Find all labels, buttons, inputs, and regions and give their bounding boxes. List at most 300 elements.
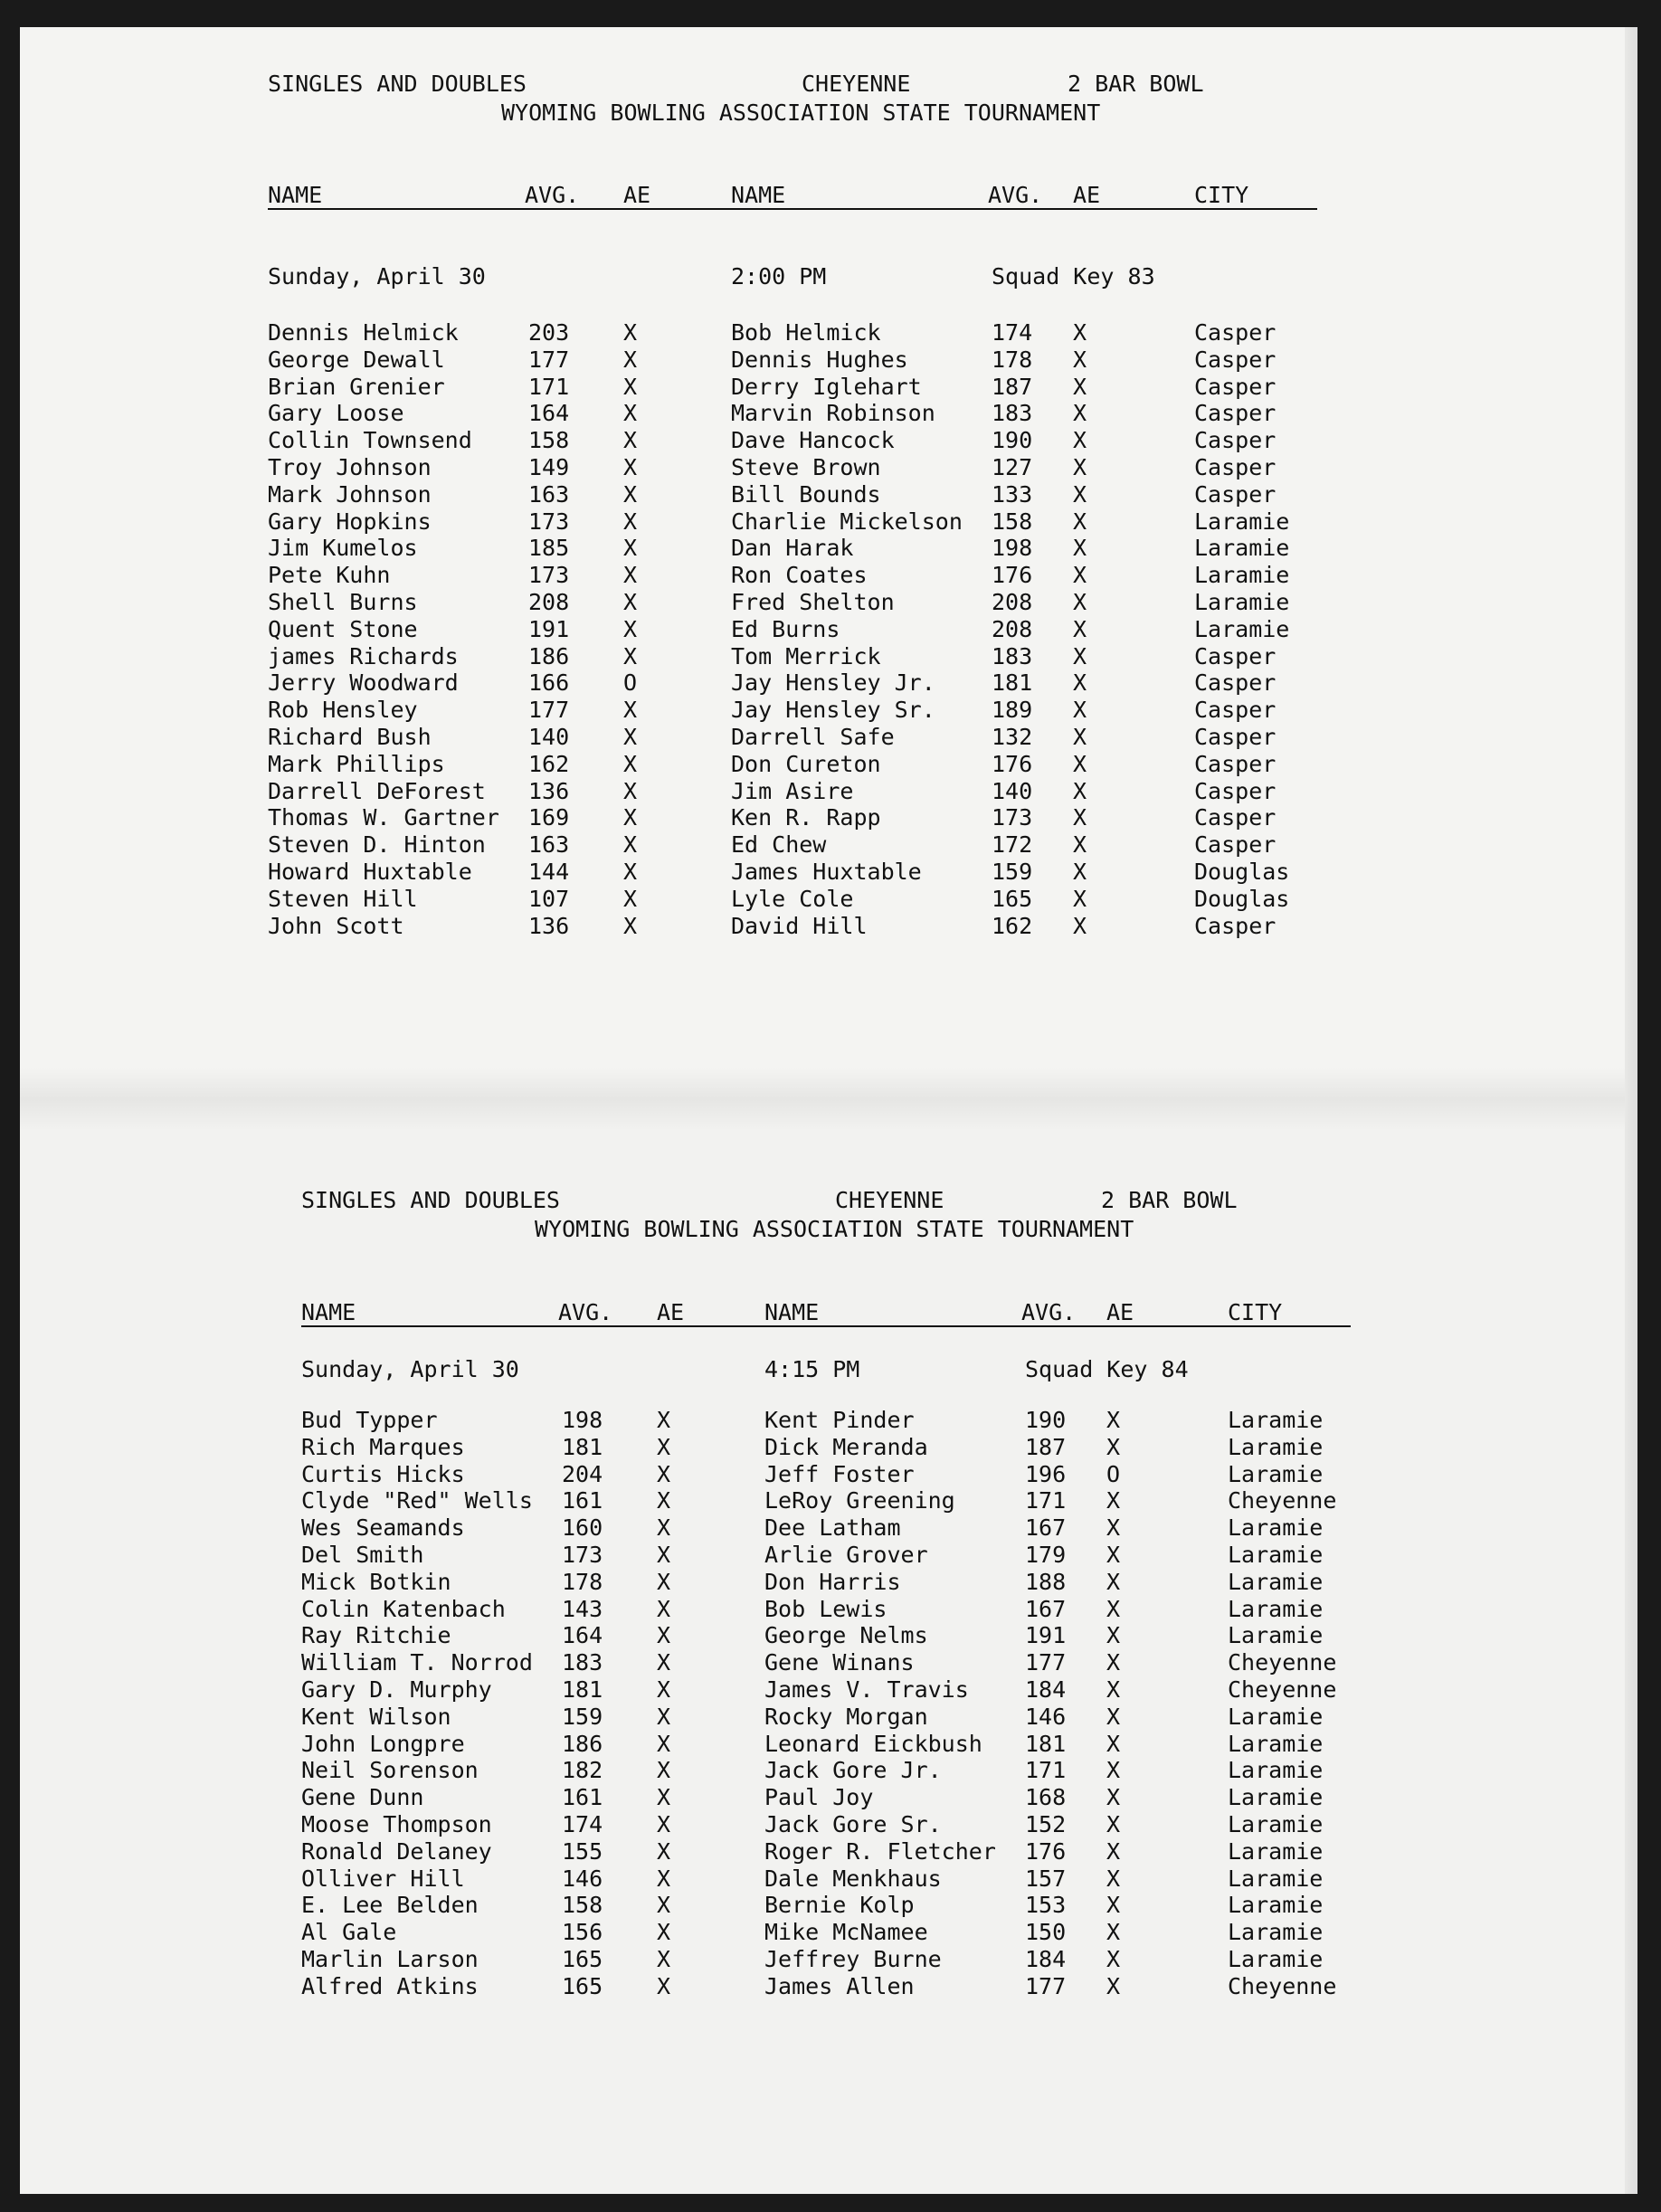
partner-average: 162	[992, 912, 1033, 939]
partner-name: Gene Winans	[764, 1649, 915, 1676]
partner-name: Ed Chew	[731, 831, 827, 859]
partner-name: Jack Gore Sr.	[764, 1811, 942, 1837]
partner-average: 187	[992, 373, 1033, 400]
partner-ae: X	[1073, 859, 1087, 885]
bowler-name: Steven Hill	[268, 885, 418, 912]
bowler-name: Rich Marques	[301, 1433, 465, 1460]
bowler-ae: X	[657, 1487, 671, 1514]
table-row	[301, 1461, 1351, 1488]
bowler-average: 107	[528, 885, 570, 912]
table-row	[268, 751, 1317, 778]
bowler-ae: X	[623, 885, 638, 912]
bowler-name: Mark Johnson	[268, 480, 432, 508]
team-city: Laramie	[1228, 1542, 1324, 1568]
bowler-name: Marlin Larson	[301, 1946, 479, 1972]
bowler-ae: X	[623, 319, 638, 346]
partner-name: Ron Coates	[731, 562, 868, 589]
table-row	[268, 589, 1317, 616]
page-fold	[20, 1068, 1637, 1131]
table-row	[268, 859, 1317, 886]
bowler-name: Colin Katenbach	[301, 1595, 506, 1622]
bowler-name: Jim Kumelos	[268, 535, 418, 562]
bowler-ae: X	[657, 1892, 671, 1919]
team-city: Laramie	[1194, 589, 1290, 615]
col-header-ae: AE	[657, 1299, 685, 1325]
partner-ae: X	[1106, 1865, 1121, 1892]
bowler-average: 165	[562, 1972, 603, 1999]
bowler-average: 166	[528, 669, 570, 697]
bowler-average: 178	[562, 1568, 603, 1595]
partner-average: 152	[1025, 1811, 1067, 1837]
partner-average: 174	[992, 319, 1033, 346]
table-row	[268, 616, 1317, 643]
bowler-average: 169	[528, 804, 570, 831]
bowler-average: 136	[528, 777, 570, 804]
col-header-city: CITY	[1228, 1299, 1283, 1325]
partner-average: 177	[1025, 1649, 1067, 1676]
bowler-ae: X	[657, 1676, 671, 1703]
table-row	[301, 1514, 1351, 1542]
table-row	[301, 1596, 1351, 1623]
partner-average: 208	[992, 615, 1033, 642]
partner-average: 157	[1025, 1865, 1067, 1892]
partner-ae: X	[1073, 697, 1087, 724]
partner-average: 198	[992, 535, 1033, 562]
partner-average: 178	[992, 346, 1033, 373]
table-row	[301, 1569, 1351, 1596]
bowler-ae: X	[623, 454, 638, 480]
partner-average: 159	[992, 859, 1033, 885]
partner-average: 187	[1025, 1433, 1067, 1460]
partner-ae: X	[1073, 562, 1087, 589]
partner-ae: X	[1073, 319, 1087, 346]
bowler-ae: X	[657, 1433, 671, 1460]
table-row	[301, 1704, 1351, 1731]
venue-name: 2 BAR BOWL	[1101, 1187, 1238, 1213]
partner-ae: X	[1073, 912, 1087, 939]
col-header-partner-avg: AVG.	[988, 182, 1043, 208]
bowler-average: 173	[562, 1542, 603, 1568]
bowler-name: Troy Johnson	[268, 454, 432, 480]
partner-average: 140	[992, 777, 1033, 804]
bowler-ae: X	[623, 427, 638, 454]
partner-name: Dale Menkhaus	[764, 1865, 942, 1892]
bowler-average: 161	[562, 1487, 603, 1514]
partner-name: Don Cureton	[731, 750, 881, 777]
bowler-name: Wes Seamands	[301, 1514, 465, 1542]
partner-ae: X	[1073, 642, 1087, 669]
bowler-ae: O	[623, 669, 638, 697]
bowler-ae: X	[657, 1811, 671, 1837]
bowler-average: 208	[528, 589, 570, 615]
partner-name: Ken R. Rapp	[731, 804, 881, 831]
bowler-ae: X	[657, 1703, 671, 1730]
bowler-ae: X	[657, 1784, 671, 1811]
partner-name: Dick Meranda	[764, 1433, 928, 1460]
col-header-name: NAME	[268, 182, 323, 208]
bowler-ae: X	[623, 750, 638, 777]
bowler-ae: X	[657, 1757, 671, 1784]
team-city: Laramie	[1228, 1514, 1324, 1542]
partner-ae: X	[1073, 535, 1087, 562]
partner-name: Kent Pinder	[764, 1407, 915, 1433]
team-city: Cheyenne	[1228, 1972, 1337, 1999]
partner-ae: X	[1073, 777, 1087, 804]
bowler-ae: X	[623, 804, 638, 831]
partner-name: Dave Hancock	[731, 427, 895, 454]
partner-ae: X	[1073, 804, 1087, 831]
partner-name: Roger R. Fletcher	[764, 1837, 996, 1865]
bowler-ae: X	[623, 697, 638, 724]
bowler-name: Ray Ritchie	[301, 1622, 451, 1649]
bowler-name: Thomas W. Gartner	[268, 804, 499, 831]
team-city: Douglas	[1194, 859, 1290, 885]
bowler-average: 164	[528, 400, 570, 427]
bowler-ae: X	[623, 831, 638, 859]
team-city: Casper	[1194, 480, 1277, 508]
partner-ae: X	[1106, 1433, 1121, 1460]
bowler-name: Alfred Atkins	[301, 1972, 479, 1999]
partner-ae: X	[1073, 750, 1087, 777]
partner-ae: X	[1106, 1649, 1121, 1676]
team-city: Casper	[1194, 400, 1277, 427]
bowler-name: Rob Hensley	[268, 697, 418, 724]
bowler-ae: X	[657, 1919, 671, 1946]
partner-ae: X	[1106, 1676, 1121, 1703]
team-city: Casper	[1194, 804, 1277, 831]
partner-ae: X	[1106, 1946, 1121, 1972]
bowler-average: 144	[528, 859, 570, 885]
partner-name: Mike McNamee	[764, 1919, 928, 1946]
bowler-average: 174	[562, 1811, 603, 1837]
squad-key: Squad Key 84	[1025, 1356, 1189, 1382]
bowler-average: 162	[528, 750, 570, 777]
bowler-average: 186	[562, 1730, 603, 1757]
team-city: Casper	[1194, 319, 1277, 346]
bowler-name: Gary D. Murphy	[301, 1676, 492, 1703]
bowler-name: Bud Typper	[301, 1407, 438, 1433]
partner-name: LeRoy Greening	[764, 1487, 955, 1514]
bowler-average: 143	[562, 1595, 603, 1622]
partner-average: 176	[992, 562, 1033, 589]
team-city: Casper	[1194, 373, 1277, 400]
bowler-average: 136	[528, 912, 570, 939]
partner-name: Charlie Mickelson	[731, 508, 963, 535]
table-row	[301, 1487, 1351, 1514]
partner-ae: X	[1106, 1784, 1121, 1811]
bowler-name: Del Smith	[301, 1542, 424, 1568]
team-city: Douglas	[1194, 885, 1290, 912]
partner-average: 132	[992, 724, 1033, 750]
bowler-ae: X	[657, 1972, 671, 1999]
partner-average: 184	[1025, 1676, 1067, 1703]
bowler-ae: X	[623, 508, 638, 535]
table-row	[268, 831, 1317, 859]
col-header-partner-avg: AVG.	[1021, 1299, 1077, 1325]
bowler-ae: X	[623, 562, 638, 589]
bowler-name: james Richards	[268, 642, 459, 669]
partner-ae: X	[1106, 1407, 1121, 1433]
bowler-name: Howard Huxtable	[268, 859, 472, 885]
partner-ae: X	[1073, 400, 1087, 427]
bowler-average: 149	[528, 454, 570, 480]
bowler-ae: X	[623, 373, 638, 400]
bowler-ae: X	[657, 1837, 671, 1865]
partner-average: 168	[1025, 1784, 1067, 1811]
team-city: Laramie	[1228, 1433, 1324, 1460]
col-header-avg: AVG.	[525, 182, 580, 208]
bowler-average: 156	[562, 1919, 603, 1946]
partner-ae: X	[1106, 1595, 1121, 1622]
partner-average: 184	[1025, 1946, 1067, 1972]
bowler-average: 173	[528, 508, 570, 535]
partner-average: 165	[992, 885, 1033, 912]
team-city: Laramie	[1228, 1730, 1324, 1757]
partner-ae: X	[1073, 346, 1087, 373]
team-city: Cheyenne	[1228, 1487, 1337, 1514]
table-row	[301, 1919, 1351, 1946]
team-city: Casper	[1194, 724, 1277, 750]
bowler-average: 158	[528, 427, 570, 454]
bowler-ae: X	[657, 1595, 671, 1622]
squad-time: 2:00 PM	[731, 263, 827, 290]
bowler-average: 173	[528, 562, 570, 589]
table-row	[268, 535, 1317, 562]
table-row	[301, 1865, 1351, 1893]
bowler-average: 185	[528, 535, 570, 562]
partner-name: Rocky Morgan	[764, 1703, 928, 1730]
bowler-name: Collin Townsend	[268, 427, 472, 454]
bowler-ae: X	[657, 1730, 671, 1757]
partner-ae: X	[1106, 1703, 1121, 1730]
bowler-ae: X	[657, 1407, 671, 1433]
partner-name: Bernie Kolp	[764, 1892, 915, 1919]
team-city: Laramie	[1228, 1595, 1324, 1622]
bowler-ae: X	[623, 400, 638, 427]
bowler-average: 177	[528, 697, 570, 724]
bowler-average: 181	[562, 1433, 603, 1460]
table-row	[301, 1784, 1351, 1811]
team-city: Laramie	[1194, 615, 1290, 642]
partner-name: Bob Lewis	[764, 1595, 887, 1622]
bowler-average: 203	[528, 319, 570, 346]
bowler-name: Olliver Hill	[301, 1865, 465, 1892]
team-city: Casper	[1194, 427, 1277, 454]
partner-average: 171	[1025, 1757, 1067, 1784]
page-edge	[1625, 27, 1637, 2194]
table-row	[268, 319, 1317, 347]
partner-average: 181	[1025, 1730, 1067, 1757]
team-city: Laramie	[1194, 508, 1290, 535]
team-city: Laramie	[1228, 1811, 1324, 1837]
bowler-name: George Dewall	[268, 346, 445, 373]
squad-day: Sunday, April 30	[301, 1356, 519, 1382]
table-row	[268, 697, 1317, 724]
partner-name: Bill Bounds	[731, 480, 881, 508]
bowler-average: 140	[528, 724, 570, 750]
partner-name: James Huxtable	[731, 859, 922, 885]
partner-name: Jay Hensley Sr.	[731, 697, 935, 724]
table-row	[301, 1676, 1351, 1704]
bowler-name: John Scott	[268, 912, 404, 939]
bowler-name: Kent Wilson	[301, 1703, 451, 1730]
partner-ae: X	[1073, 454, 1087, 480]
partner-average: 172	[992, 831, 1033, 859]
team-city: Laramie	[1194, 535, 1290, 562]
table-row	[301, 1946, 1351, 1973]
partner-ae: X	[1073, 724, 1087, 750]
bowler-average: 204	[562, 1460, 603, 1487]
partner-ae: X	[1073, 427, 1087, 454]
table-row	[301, 1892, 1351, 1919]
partner-name: Ed Burns	[731, 615, 840, 642]
bowler-name: Gary Hopkins	[268, 508, 432, 535]
squad-time: 4:15 PM	[764, 1356, 860, 1382]
bowler-name: Mark Phillips	[268, 750, 445, 777]
bowler-name: Richard Bush	[268, 724, 432, 750]
bowler-average: 171	[528, 373, 570, 400]
partner-name: Arlie Grover	[764, 1542, 928, 1568]
table-row	[268, 374, 1317, 401]
partner-ae: X	[1106, 1568, 1121, 1595]
team-city: Laramie	[1228, 1865, 1324, 1892]
team-city: Laramie	[1228, 1703, 1324, 1730]
table-row	[268, 778, 1317, 805]
bowler-name: John Longpre	[301, 1730, 465, 1757]
bowler-name: Gene Dunn	[301, 1784, 424, 1811]
partner-average: 153	[1025, 1892, 1067, 1919]
bowler-average: 158	[562, 1892, 603, 1919]
table-row	[301, 1407, 1351, 1434]
bowler-average: 163	[528, 831, 570, 859]
partner-ae: X	[1106, 1487, 1121, 1514]
table-row	[268, 347, 1317, 374]
partner-average: 191	[1025, 1622, 1067, 1649]
bowler-average: 177	[528, 346, 570, 373]
table-row	[268, 427, 1317, 454]
partner-average: 181	[992, 669, 1033, 697]
team-city: Laramie	[1228, 1407, 1324, 1433]
bowler-ae: X	[657, 1460, 671, 1487]
partner-average: 173	[992, 804, 1033, 831]
bowler-average: 191	[528, 615, 570, 642]
bowler-name: Dennis Helmick	[268, 319, 459, 346]
partner-ae: X	[1106, 1730, 1121, 1757]
table-row	[301, 1622, 1351, 1649]
table-row	[268, 643, 1317, 670]
partner-average: 190	[992, 427, 1033, 454]
table-row	[301, 1838, 1351, 1865]
bowler-name: Curtis Hicks	[301, 1460, 465, 1487]
col-header-ae: AE	[623, 182, 651, 208]
bowler-name: Al Gale	[301, 1919, 397, 1946]
bowler-ae: X	[623, 859, 638, 885]
partner-average: 167	[1025, 1514, 1067, 1542]
table-row	[268, 886, 1317, 913]
partner-average: 196	[1025, 1460, 1067, 1487]
team-city: Casper	[1194, 642, 1277, 669]
partner-average: 183	[992, 400, 1033, 427]
bowler-name: E. Lee Belden	[301, 1892, 479, 1919]
partner-ae: X	[1106, 1919, 1121, 1946]
partner-name: Jack Gore Jr.	[764, 1757, 942, 1784]
bowler-ae: X	[657, 1946, 671, 1972]
partner-ae: X	[1073, 373, 1087, 400]
partner-name: Fred Shelton	[731, 589, 895, 615]
partner-name: Lyle Cole	[731, 885, 854, 912]
table-row	[268, 669, 1317, 697]
partner-name: Dennis Hughes	[731, 346, 908, 373]
partner-average: 177	[1025, 1972, 1067, 1999]
bowler-name: Pete Kuhn	[268, 562, 391, 589]
bowler-ae: X	[623, 777, 638, 804]
partner-ae: X	[1073, 508, 1087, 535]
bowler-ae: X	[623, 912, 638, 939]
bowler-ae: X	[657, 1649, 671, 1676]
bowler-ae: X	[623, 615, 638, 642]
team-city: Casper	[1194, 669, 1277, 697]
partner-average: 146	[1025, 1703, 1067, 1730]
partner-average: 167	[1025, 1595, 1067, 1622]
table-row	[268, 508, 1317, 536]
partner-ae: X	[1106, 1542, 1121, 1568]
partner-name: Dan Harak	[731, 535, 854, 562]
team-city: Laramie	[1228, 1837, 1324, 1865]
bowler-ae: X	[623, 535, 638, 562]
bowler-average: 165	[562, 1946, 603, 1972]
team-city: Casper	[1194, 454, 1277, 480]
table-row	[268, 913, 1317, 940]
bowler-name: Brian Grenier	[268, 373, 445, 400]
team-city: Laramie	[1228, 1946, 1324, 1972]
partner-ae: X	[1073, 480, 1087, 508]
header-underline	[301, 1325, 1351, 1327]
bowler-average: 198	[562, 1407, 603, 1433]
team-city: Laramie	[1228, 1568, 1324, 1595]
partner-average: 176	[992, 750, 1033, 777]
partner-average: 190	[1025, 1407, 1067, 1433]
partner-name: Marvin Robinson	[731, 400, 935, 427]
bowler-ae: X	[657, 1542, 671, 1568]
bowler-average: 163	[528, 480, 570, 508]
team-city: Laramie	[1228, 1622, 1324, 1649]
partner-average: 179	[1025, 1542, 1067, 1568]
bowler-average: 183	[562, 1649, 603, 1676]
partner-name: Jim Asire	[731, 777, 854, 804]
team-city: Casper	[1194, 777, 1277, 804]
partner-ae: X	[1106, 1757, 1121, 1784]
team-city: Laramie	[1228, 1919, 1324, 1946]
table-row	[301, 1757, 1351, 1784]
venue-name: 2 BAR BOWL	[1068, 71, 1204, 97]
col-header-name: NAME	[301, 1299, 356, 1325]
partner-name: Leonard Eickbush	[764, 1730, 982, 1757]
partner-name: Darrell Safe	[731, 724, 895, 750]
partner-ae: X	[1106, 1892, 1121, 1919]
bowler-name: Moose Thompson	[301, 1811, 492, 1837]
partner-name: Paul Joy	[764, 1784, 874, 1811]
tournament-title: WYOMING BOWLING ASSOCIATION STATE TOURNAMENT	[535, 1216, 1134, 1242]
bowler-name: Jerry Woodward	[268, 669, 459, 697]
bowler-name: Mick Botkin	[301, 1568, 451, 1595]
team-city: Laramie	[1228, 1757, 1324, 1784]
partner-name: George Nelms	[764, 1622, 928, 1649]
bowler-average: 159	[562, 1703, 603, 1730]
bowler-name: Ronald Delaney	[301, 1837, 492, 1865]
partner-average: 127	[992, 454, 1033, 480]
table-row	[301, 1973, 1351, 2000]
partner-name: James Allen	[764, 1972, 915, 1999]
